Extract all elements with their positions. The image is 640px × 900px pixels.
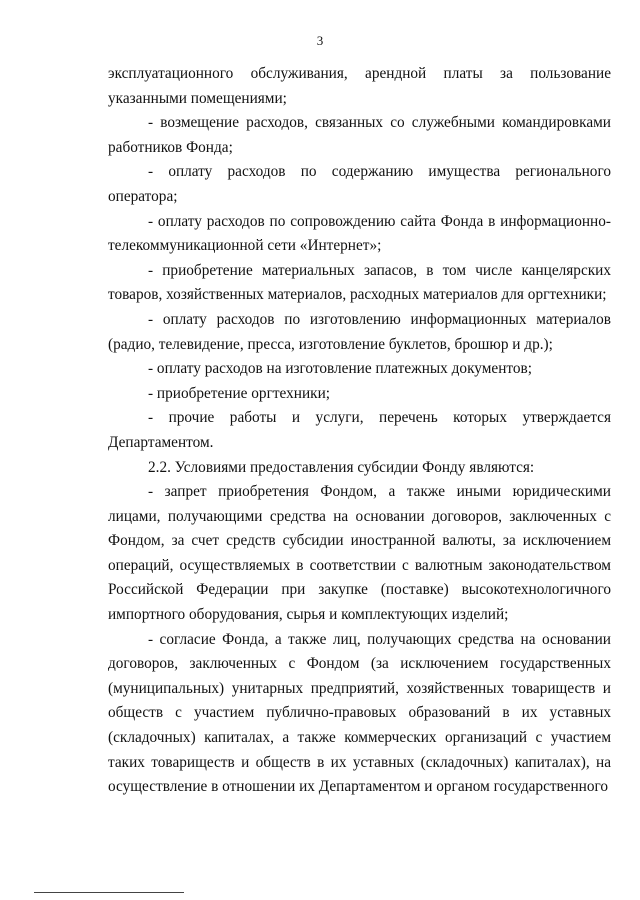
footnote-divider xyxy=(34,892,184,893)
paragraph: 2.2. Условиями предоставления субсидии Фонду являются: xyxy=(148,458,535,476)
paragraph: - оплату расходов по изготовлению информационных материалов (радио, телевидение, пресса, изготовление буклетов, брошюр и др.); xyxy=(108,310,611,353)
paragraph: - возмещение расходов, связанных со служебными командировками работников Фонда; xyxy=(108,114,611,156)
document-body xyxy=(108,62,611,800)
paragraph: - оплату расходов на изготовление платежных документов; xyxy=(148,360,532,378)
paragraph: - приобретение оргтехники; xyxy=(148,384,331,402)
paragraph: - оплату расходов по содержанию имущества регионального оператора; xyxy=(108,163,611,205)
paragraph: - согласие Фонда, а также лиц, получающих средства на основании договоров, заключенных с Фондом (за исключением государственных (муниципальных) унитарных предприятий, хозяйственных товариществ и обществ с участием публично-правовых образований в их уставных (складочных) капиталах, а также коммерческих организаций с участием таких товариществ и обществ в их уставных (складочных) капиталах), на осуществление в отношении их Департаментом и органом государственного xyxy=(108,630,611,796)
paragraph: эксплуатационного обслуживания, арендной платы за пользование указанными помещениями; xyxy=(108,65,611,107)
paragraph: - оплату расходов по сопровождению сайта Фонда в информационно-телекоммуникационной сети «Интернет»; xyxy=(108,212,611,255)
paragraph: - прочие работы и услуги, перечень которых утверждается Департаментом. xyxy=(108,409,611,451)
paragraph: - запрет приобретения Фондом, а также иными юридическими лицами, получающими средства на основании договоров, заключенных с Фондом, за счет средств субсидии иностранной валюты, за исключением операций, осуществляемых в соответствии с валютным законодательством Российской Федерации при закупке (поставке) высокотехнологичного импортного оборудования, сырья и комплектующих изделий; xyxy=(108,483,611,624)
page-number: 3 xyxy=(316,33,324,48)
paragraph: - приобретение материальных запасов, в том числе канцелярских товаров, хозяйственных материалов, расходных материалов для оргтехники; xyxy=(108,261,611,304)
